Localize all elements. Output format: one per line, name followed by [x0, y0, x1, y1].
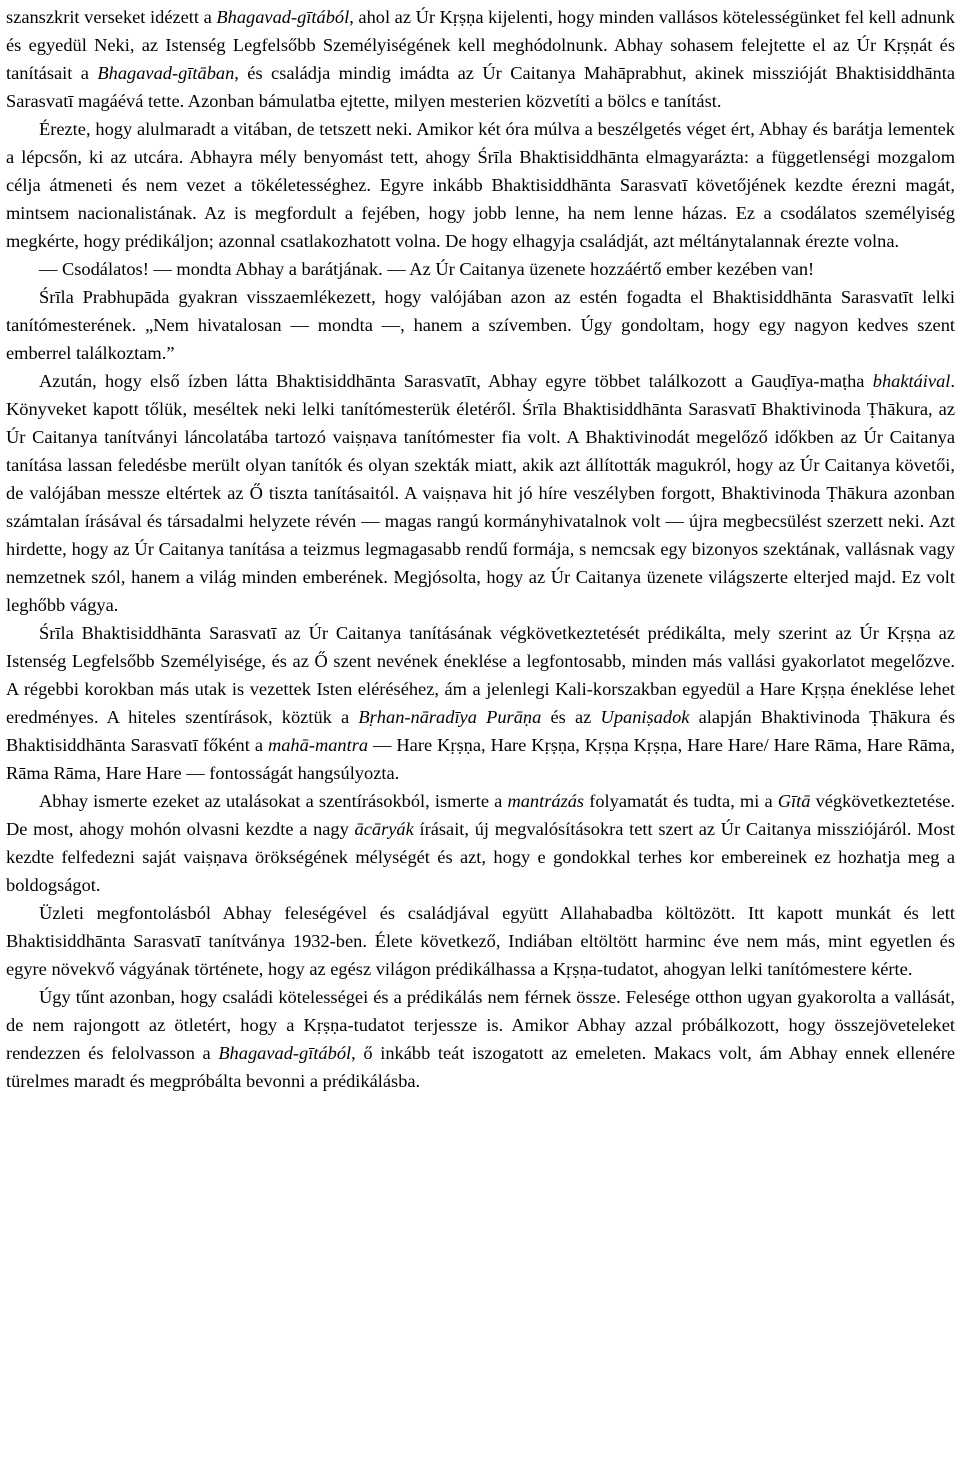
paragraph — [6, 787, 955, 899]
paragraph — [6, 619, 955, 787]
text-run: Śrīla Bhaktisiddhānta Sarasvatī az Úr Caitanya tanításának végkövetkeztetését prédikálta, mely szerint az Úr Kṛṣṇa az Istenség Legfelsőbb Személyisége, és az Ő szent nevének éneklése a legfontosabb, minden más vallási gyakorlatot megelőzve. A régebbi korokban más utak is vezettek Isten eléréséhez, ám a jelenlegi Kali-korszakban egyedül a Hare Kṛṣṇa éneklése lehet eredményes. A hiteles szentírások, köztük a — [6, 623, 955, 727]
italic-text: Bhagavad-gītából — [218, 1043, 352, 1063]
text-run: , és családja mindig imádta az Úr Caitanya Mahāprabhut, akinek misszióját Bhaktisiddhānta Sarasvatī magáévá tette. Azonban bámulatba ejtette, milyen mesterien közvetíti a bölcs e tanítást. — [6, 63, 956, 111]
italic-text: mantrázás — [507, 791, 585, 811]
text-run: Üzleti megfontolásból Abhay feleségével és családjával együtt Allahabadba költözött. Itt kapott munkát és lett Bhaktisiddhānta Sarasvatī tanítványa 1932-ben. Élete következő, Indiában eltöltött harminc éve nem más, mint egyetlen és egyre növekvő vágyának története, hogy az egész világon prédikálhassa a Kṛṣṇa-tudatot, ahogyan lelki tanítómestere kérte. — [6, 903, 955, 979]
paragraph — [6, 899, 955, 983]
italic-text: Gītā — [777, 791, 811, 811]
italic-text: ācāryák — [354, 819, 414, 839]
italic-text: Upaniṣadok — [600, 707, 690, 727]
text-run: folyamatát és tudta, mi a — [584, 791, 778, 811]
italic-text: Bhagavad-gītāban — [97, 63, 235, 83]
text-run: , ő inkább teát iszogatott az emeleten. Makacs volt, ám Abhay ennek ellenére türelmes maradt és megpróbálta bevonni a prédikálásba. — [6, 1043, 955, 1091]
text-run: szanszkrit verseket idézett a — [6, 7, 217, 27]
text-run: — Hare Kṛṣṇa, Hare Kṛṣṇa, Kṛṣṇa Kṛṣṇa, Hare Hare/ Hare Rāma, Hare Rāma, Rāma Rāma, Hare Hare — fontosságát hangsúlyozta. — [6, 735, 955, 783]
text-run: alapján Bhaktivinoda Ṭhākura és Bhaktisiddhānta Sarasvatī főként a — [6, 707, 956, 755]
text-run: , ahol az Úr Kṛṣṇa kijelenti, hogy minden vallásos kötelességünket fel kell adnunk és egyedül Neki, az Istenség Legfelsőbb Személyiségének kell meghódolnunk. Abhay sohasem felejtette el az Úr Kṛṣṇát és tanításait a — [6, 7, 956, 83]
text-run: — Csodálatos! — mondta Abhay a barátjának. — Az Úr Caitanya üzenete hozzáértő ember kezében van! — [39, 259, 815, 279]
italic-text: Bhagavad-gītából — [216, 7, 350, 27]
text-run: Abhay ismerte ezeket az utalásokat a szentírásokból, ismerte a — [39, 791, 508, 811]
italic-text: bhaktáival — [872, 371, 951, 391]
paragraph — [6, 255, 955, 283]
paragraph — [6, 3, 955, 115]
text-run: írásait, új megvalósításokra tett szert az Úr Caitanya missziójáról. Most kezdte felfedezni saját vaiṣṇava örökségének mélységét és azt, hogy e gondokkal terhes kor embereinek ez hozhatja meg a boldogságot. — [6, 819, 955, 895]
text-run: Azután, hogy első ízben látta Bhaktisiddhānta Sarasvatīt, Abhay egyre többet találkozott a Gauḍīya-maṭha — [39, 371, 873, 391]
paragraph — [6, 115, 955, 255]
text-run: Úgy tűnt azonban, hogy családi kötelességei és a prédikálás nem férnek össze. Felesége otthon ugyan gyakorolta a vallását, de nem rajongott az ötletért, hogy a Kṛṣṇa-tudatot terjessze is. Amikor Abhay azzal próbálkozott, hogy összejöveteleket rendezzen és felolvasson a — [6, 987, 955, 1063]
text-run: Śrīla Prabhupāda gyakran visszaemlékezett, hogy valójában azon az estén fogadta el Bhaktisiddhānta Sarasvatīt lelki tanítómesterének. „Nem hivatalosan — mondta —, hanem a szívemben. Úgy gondoltam, hogy egy nagyon kedves szent emberrel találkoztam.” — [6, 287, 955, 363]
text-run: . Könyveket kapott tőlük, meséltek neki lelki tanítómesterük életéről. Śrīla Bhaktisiddhānta Sarasvatī Bhaktivinoda Ṭhākura, az Úr Caitanya tanítványi láncolatába tartozó vaiṣṇava tanítómester fia volt. A Bhaktivinodát megelőző időkben az Úr Caitanya tanítása lassan feledésbe merült olyan tanítók és olyan szekták miatt, akik azt állították magukról, hogy az Úr Caitanya követői, de valójában messze eltértek az Ő tiszta tanításaitól. A vaiṣṇava hit jó híre veszélyben forgott, Bhaktivinoda Ṭhākura azonban számtalan írásával és társadalmi helyzete révén — magas rangú kormányhivatalnok volt — újra megbecsülést szerzett neki. Azt hirdette, hogy az Úr Caitanya tanítása a teizmus legmagasabb rendű formája, s nemcsak egy bizonyos szektának, vallásnak vagy nemzetnek szól, hanem a világ minden emberének. Megjósolta, hogy az Úr Caitanya üzenete világszerte elterjed majd. Ez volt leghőbb vágya. — [6, 371, 955, 615]
paragraph — [6, 367, 955, 619]
text-run: Érezte, hogy alulmaradt a vitában, de tetszett neki. Amikor két óra múlva a beszélgetés véget ért, Abhay és barátja lementek a lépcsőn, ki az utcára. Abhayra mély benyomást tett, ahogy Śrīla Bhaktisiddhānta elmagyarázta: a függetlenségi mozgalom célja átmeneti és nem vezet a tökéletességhez. Egyre inkább Bhaktisiddhānta Sarasvatī követőjének kezdte érezni magát, mintsem nacionalistának. Az is megfordult a fejében, hogy jobb lenne, ha nem lenne házas. Ez a csodálatos személyiség megkérte, hogy prédikáljon; azonnal csatlakozhatott volna. De hogy elhagyja családját, azt méltánytalannak érezte volna. — [6, 119, 955, 251]
italic-text: mahā-mantra — [267, 735, 369, 755]
paragraph — [6, 283, 955, 367]
text-run: végkövetkeztetése. De most, ahogy mohón olvasni kezdte a nagy — [6, 791, 955, 839]
italic-text: Bṛhan-nāradīya Purāṇa — [358, 707, 542, 727]
text-run: és az — [541, 707, 601, 727]
paragraph — [6, 983, 955, 1095]
